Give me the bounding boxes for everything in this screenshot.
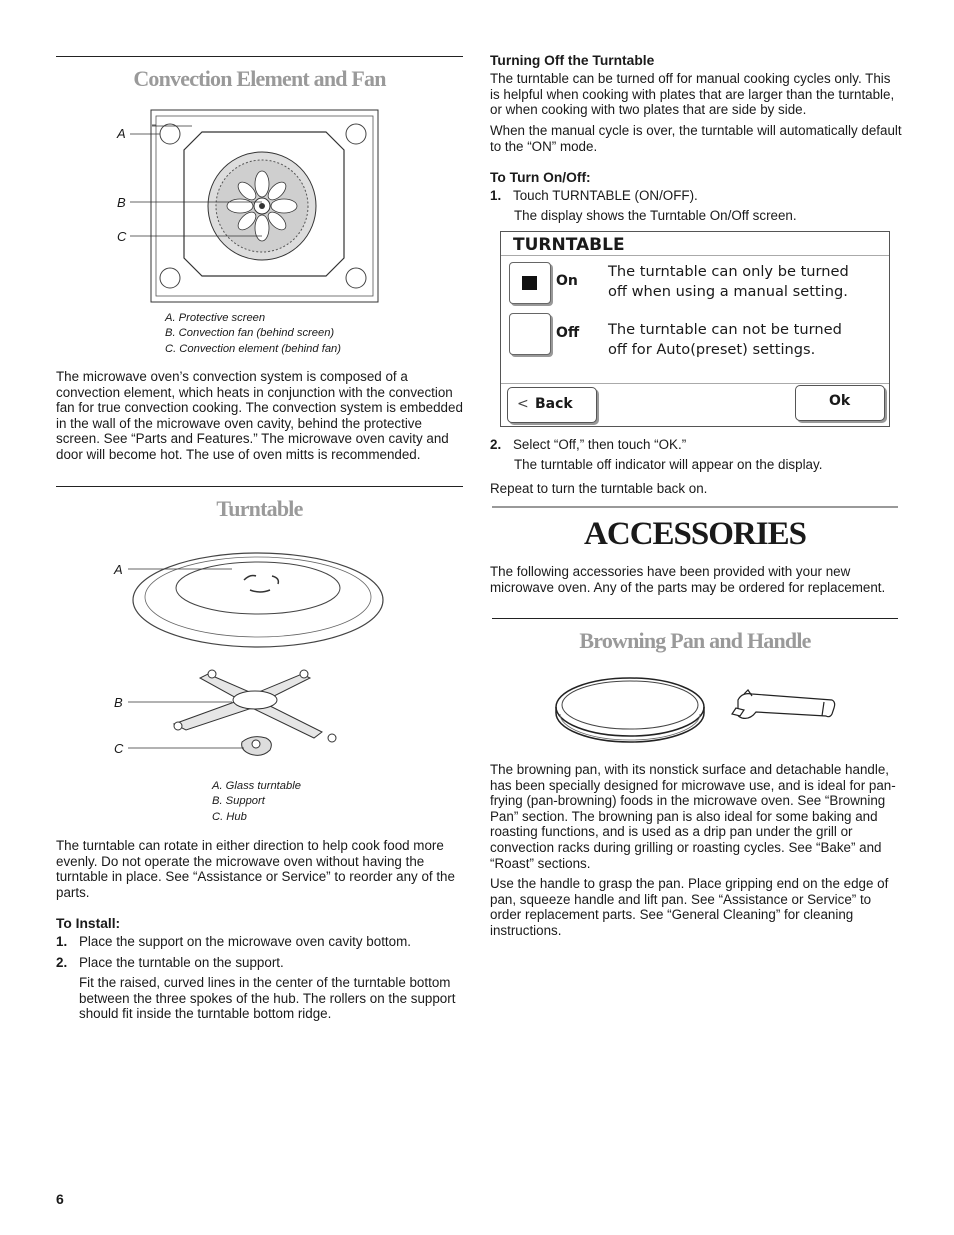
- browning-para1: The browning pan, with its nonstick surface and detachable handle, has been specially designed for microwave use, and is ideal for pan-frying (pan-browning) foods in the microwave oven. See “Browning Pan” section. The browning pan is also ideal for some baking and roasting functions, and is used as a drip pan under the grill or convection racks during grilling or roasting cycles. See “Bake” and “Roast” sections.: [490, 762, 896, 871]
- step-number: 1.: [56, 934, 68, 949]
- convection-callout-a: A: [117, 126, 126, 141]
- legend-item: B. Support: [212, 795, 265, 808]
- on-message-line-2: off when using a manual setting.: [608, 282, 848, 300]
- convection-diagram: [112, 108, 382, 304]
- install-heading: To Install:: [56, 916, 121, 931]
- turntable-body: The turntable can rotate in either direction to help cook food more evenly. Do not operate the microwave oven without having the turntable in place. See “Assistance or Service” to reorder any of the parts.: [56, 838, 455, 900]
- off-toggle-button[interactable]: [509, 313, 551, 355]
- browning-rule: [492, 618, 898, 619]
- accessories-intro: The following accessories have been provided with your new microwave oven. Any of the parts may be ordered for replacement.: [490, 564, 886, 595]
- ok-button[interactable]: [795, 385, 885, 421]
- onoff-heading: To Turn On/Off:: [490, 170, 591, 185]
- screen-footer-divider: [501, 383, 889, 384]
- convection-callout-c: C: [117, 229, 127, 244]
- on-label: On: [556, 273, 578, 289]
- browning-para2: Use the handle to grasp the pan. Place gripping end on the edge of pan, squeeze handle and lift pan. See “Assistance or Service” to order replacement parts. See “General Cleaning” for cleaning instructions.: [490, 876, 889, 938]
- install-step-2: [56, 955, 464, 971]
- convection-title: Convection Element and Fan: [133, 66, 386, 91]
- ok-label: Ok: [829, 393, 851, 409]
- back-button[interactable]: [507, 387, 597, 423]
- onoff-step-2-note: The turntable off indicator will appear on the display.: [514, 457, 823, 472]
- screen-title: TURNTABLE: [513, 235, 625, 255]
- step-number: 2.: [56, 955, 68, 970]
- back-label: Back: [535, 396, 573, 412]
- convection-legend: [165, 311, 341, 357]
- legend-item: A. Protective screen: [165, 312, 266, 324]
- turning-off-para2: When the manual cycle is over, the turntable will automatically default to the “ON” mode.: [490, 123, 902, 154]
- convection-body: The microwave oven’s convection system is composed of a convection element, which heats in conjunction with the convection fan for true convection cooking. The convection system is embedded in the wall of the microwave oven cavity, behind the protective screen. See “Parts and Features.” The microwave oven cavity and door will become hot. The use of oven mitts is recommended.: [56, 369, 463, 462]
- install-step-1: [56, 934, 464, 950]
- turntable-diagram: [112, 552, 402, 758]
- step-number: 2.: [490, 437, 502, 452]
- accessories-title: ACCESSORIES: [584, 516, 806, 552]
- turntable-title: Turntable: [216, 496, 303, 521]
- on-message-line-1: The turntable can only be turned: [608, 263, 849, 280]
- legend-item: A. Glass turntable: [212, 780, 301, 792]
- browning-title: Browning Pan and Handle: [579, 628, 811, 653]
- turntable-screen: [500, 231, 890, 427]
- onoff-step-1: [490, 188, 902, 204]
- step-number: 1.: [490, 188, 502, 203]
- step-text: Select “Off,” then touch “OK.”: [513, 437, 687, 452]
- screen-divider: [501, 255, 889, 256]
- turntable-callout-c: C: [114, 741, 124, 756]
- step-text: Place the support on the microwave oven cavity bottom.: [79, 934, 411, 949]
- install-step-2-note: Fit the raised, curved lines in the center of the turntable bottom between the three spokes of the hub. The rollers on the support should fit inside the turntable bottom ridge.: [79, 975, 456, 1022]
- off-message-line-2: off for Auto(preset) settings.: [608, 340, 816, 358]
- legend-item: B. Convection fan (behind screen): [165, 327, 335, 340]
- chevron-left-icon: <: [517, 396, 529, 412]
- off-label: Off: [556, 325, 580, 341]
- off-message: [608, 320, 842, 359]
- selected-indicator-icon: [522, 276, 537, 290]
- accessories-rule: [492, 506, 898, 508]
- browning-pan-illustration: [552, 674, 842, 754]
- step-text: Place the turntable on the support.: [79, 955, 284, 970]
- legend-item: C. Convection element (behind fan): [165, 342, 341, 355]
- legend-item: C. Hub: [212, 810, 247, 823]
- top-rule-left: [56, 56, 463, 57]
- turntable-legend: [212, 779, 301, 825]
- off-message-line-1: The turntable can not be turned: [608, 321, 842, 338]
- turntable-rule: [56, 486, 463, 487]
- turning-off-para1: The turntable can be turned off for manual cooking cycles only. This is helpful when cooking with plates that are larger than the turntable, or when cooking with two plates that are side by side.: [490, 71, 895, 118]
- convection-callout-b: B: [117, 195, 126, 210]
- repeat-text: Repeat to turn the turntable back on.: [490, 481, 708, 496]
- page-number: 6: [56, 1191, 64, 1207]
- step-text: Touch TURNTABLE (ON/OFF).: [513, 188, 698, 203]
- turntable-callout-a: A: [114, 562, 123, 577]
- turntable-callout-b: B: [114, 695, 123, 710]
- on-toggle-button[interactable]: [509, 262, 551, 304]
- onoff-step-2: [490, 437, 902, 453]
- onoff-step-1-note: The display shows the Turntable On/Off screen.: [514, 208, 797, 223]
- turning-off-heading: Turning Off the Turntable: [490, 53, 655, 68]
- on-message: [608, 262, 849, 301]
